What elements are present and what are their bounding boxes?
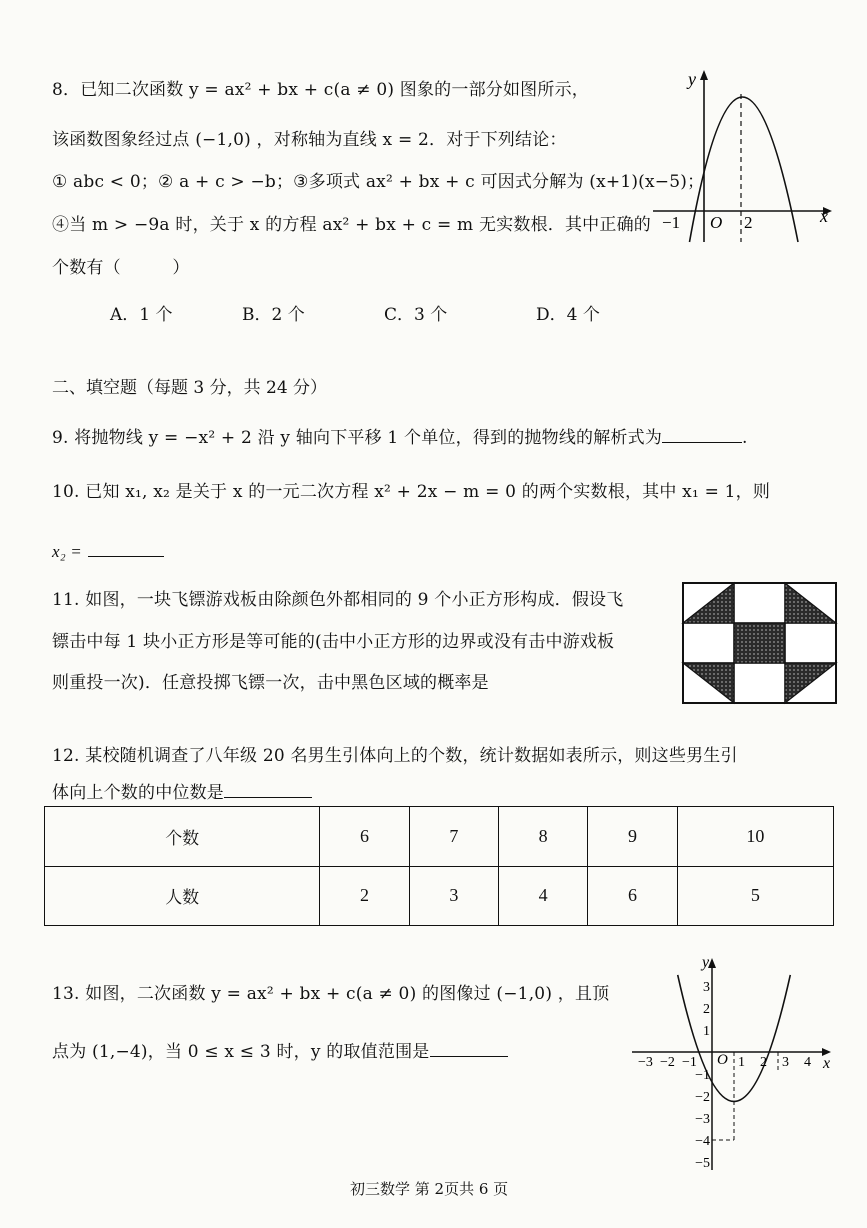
y-tick-label: −4: [695, 1134, 710, 1149]
y-tick-label: −5: [695, 1156, 710, 1171]
table-cell: 9: [588, 807, 677, 867]
x-tick-label: 1: [738, 1055, 745, 1070]
q11-line2: 镖击中每 1 块小正方形是等可能的(击中小正方形的边界或没有击中游戏板: [52, 632, 615, 652]
table-cell: 6: [588, 866, 677, 926]
y-tick-label: 3: [703, 980, 710, 995]
x-tick-label: −2: [660, 1055, 675, 1070]
q12-line2: [52, 781, 312, 803]
q11-line1: 11. 如图，一块飞镖游戏板由除颜色外都相同的 9 个小正方形构成．假设飞: [52, 590, 624, 610]
q10-x2-label: x₂ =: [52, 542, 82, 561]
q11-line3: 则重投一次)．任意投掷飞镖一次，击中黑色区域的概率是: [52, 673, 489, 693]
y-tick-label: −1: [695, 1068, 710, 1083]
dartboard-figure: [680, 580, 840, 706]
x-tick-label: 3: [782, 1055, 789, 1070]
q13-text: 点为 (1,−4)，当 0 ≤ x ≤ 3 时，y 的取值范围是: [52, 1042, 430, 1062]
q8-graph-x-label: x: [820, 206, 828, 226]
x-tick-label: −3: [638, 1055, 653, 1070]
q10-line2: [52, 540, 164, 562]
q8-graph-origin: O: [710, 213, 723, 232]
q8-graph-label-2: 2: [744, 213, 753, 232]
q9-text: 9. 将抛物线 y = −x² + 2 沿 y 轴向下平移 1 个单位，得到的抛物线的解析式为: [52, 428, 663, 448]
table-cell: 2: [320, 866, 409, 926]
table-row-count: [45, 807, 834, 867]
q12-line1: 12. 某校随机调查了八年级 20 名男生引体向上的个数，统计数据如表所示，则这些男生引: [52, 746, 738, 766]
q8-line2: 该函数图象经过点 (−1,0) ，对称轴为直线 x = 2．对于下列结论：: [52, 130, 567, 150]
q13-graph-x-label: x: [823, 1055, 831, 1072]
q8-graph-y-label: y: [688, 69, 696, 89]
x-tick-label: 4: [804, 1055, 811, 1070]
y-tick-label: −3: [695, 1112, 710, 1127]
q8-line1: 8．已知二次函数 y = ax² + bx + c(a ≠ 0) 图象的一部分如图所示，: [52, 80, 589, 100]
q8-option-c[interactable]: C．3 个: [384, 305, 448, 325]
table-cell: 3: [409, 866, 498, 926]
q12-answer-blank[interactable]: [224, 781, 312, 798]
page-footer: 初三数学 第 2页共 6 页: [350, 1180, 509, 1198]
q8-option-a[interactable]: A．1 个: [110, 305, 173, 325]
section-title: 二、填空题（每题 3 分，共 24 分）: [52, 378, 328, 398]
q8-parabola-graph: [648, 64, 843, 244]
x-tick-label: 2: [760, 1055, 767, 1070]
q13-graph-y-label: y: [702, 954, 710, 971]
pullup-stats-table: [44, 806, 834, 926]
table-header-count: 个数: [45, 807, 320, 867]
q8-line3: ① abc < 0；② a + c > −b；③多项式 ax² + bx + c 可因式分解为 (x+1)(x−5)；: [52, 172, 705, 192]
q9-end: .: [742, 428, 748, 448]
q8-option-d[interactable]: D．4 个: [536, 305, 600, 325]
q12-text: 体向上个数的中位数是: [52, 783, 224, 803]
table-cell: 8: [499, 807, 588, 867]
q8-option-b[interactable]: B．2 个: [242, 305, 305, 325]
q8-graph-label-neg1: −1: [662, 213, 681, 232]
table-cell: 4: [499, 866, 588, 926]
q10-answer-blank[interactable]: [88, 540, 164, 557]
q8-line4: ④当 m > −9a 时，关于 x 的方程 ax² + bx + c = m 无实数根．其中正确的: [52, 215, 651, 235]
q9-line: [52, 426, 748, 448]
table-cell: 7: [409, 807, 498, 867]
y-tick-label: 2: [703, 1002, 710, 1017]
q13-parabola-graph: [628, 950, 838, 1175]
table-cell: 5: [677, 866, 833, 926]
q10-line1: 10. 已知 x₁, x₂ 是关于 x 的一元二次方程 x² + 2x − m = 0 的两个实数根，其中 x₁ = 1，则: [52, 482, 771, 502]
q8-line5: 个数有（ ）: [52, 258, 190, 278]
q13-line1: 13. 如图，二次函数 y = ax² + bx + c(a ≠ 0) 的图像过 (−1,0) ，且顶: [52, 984, 610, 1004]
table-cell: 10: [677, 807, 833, 867]
table-row-people: [45, 866, 834, 926]
table-header-people: 人数: [45, 866, 320, 926]
y-tick-label: −2: [695, 1090, 710, 1105]
y-tick-label: 1: [703, 1024, 710, 1039]
q13-answer-blank[interactable]: [430, 1040, 508, 1057]
q13-line2: [52, 1040, 508, 1062]
q9-answer-blank[interactable]: [662, 426, 742, 443]
table-cell: 6: [320, 807, 409, 867]
x-tick-label: −1: [682, 1055, 697, 1070]
q13-y-tick-labels: [695, 980, 710, 1171]
q13-graph-origin: O: [717, 1052, 728, 1068]
